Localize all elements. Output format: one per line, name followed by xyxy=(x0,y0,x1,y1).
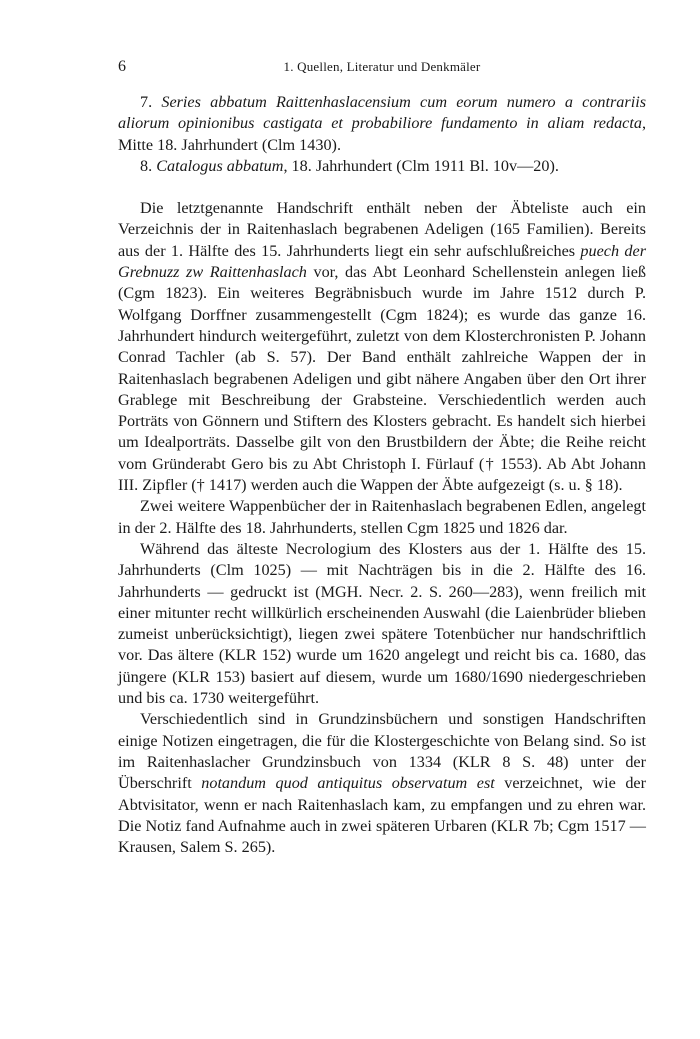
text-run: vor, das Abt Leonhard Schellenstein anlegen ließ (Cgm 1823). Ein weiteres Begräbnisbuch wurde im Jahre 1512 durch P. Wolfgang Dorffner zusammengestellt (Cgm 1824); es wurde das ganze 16. Jahrhundert hindurch weitergeführt, zuletzt von dem Klosterchronisten P. Johann Conrad Tachler (ab S. 57). Der Band enthält zahlreiche Wappen der in Raitenhaslach begrabenen Adeligen und gibt nähere Angaben über den Ort ihrer Grablege mit Beschreibung der Grabsteine. Verschiedentlich werden auch Porträts von Gönnern und Stiftern des Klosters gebracht. Es handelt sich hierbei um Idealporträts. Dasselbe gilt von den Brustbildern der Äbte; die Reihe reicht vom Gründerabt Gero bis zu Abt Christoph I. Fürlauf († 1553). Ab Abt Johann III. Zipfler († 1417) werden auch die Wappen der Äbte aufgezeigt (s. u. § 18). xyxy=(118,263,646,495)
text-run: Verschiedentlich sind in Grundzinsbüchern und sonstigen Handschriften einige Notizen eingetragen, die für die Klostergeschichte von Belang sind. So ist im Raitenhaslacher Grundzinsbuch von 1334 (KLR 8 S. 48) unter der Überschrift xyxy=(118,710,646,793)
paragraph-gap xyxy=(118,177,646,198)
italic-text: notandum quod antiquitus observatum est xyxy=(201,774,495,793)
page-header xyxy=(118,58,646,80)
italic-text: Catalogus abbatum xyxy=(156,156,284,175)
running-head: 1. Quellen, Literatur und Denkmäler xyxy=(283,59,481,74)
italic-text: Series abbatum Raittenhaslacensium cum eorum numero a contrariis aliorum opinionibus castigata et probabiliore fundamento in aliam redacta xyxy=(118,93,646,133)
text-run: Während das älteste Necrologium des Klosters aus der 1. Hälfte des 15. Jahrhunderts (Clm 1025) — mit Nachträgen bis in die 2. Hälfte des 16. Jahrhunderts — gedruckt ist (MGH. Necr. 2. S. 260—283), wenn freilich mit einer mitunter recht willkürlich erscheinenden Auswahl (die Laienbrüder blieben zumeist unberücksichtigt), liegen zwei spätere Totenbücher nur handschriftlich vor. Das ältere (KLR 152) wurde um 1620 angelegt und reicht bis ca. 1680, das jüngere (KLR 153) basiert auf diesem, wurde um 1680/1690 niedergeschrieben und bis ca. 1730 weitergeführt. xyxy=(118,539,646,708)
text-run: Die letztgenannte Handschrift enthält neben der Äbteliste auch ein Verzeichnis der in Raitenhaslach begrabenen Adeligen (165 Familien). Bereits aus der 1. Hälfte des 15. Jahrhunderts liegt ein sehr aufschlußreiches xyxy=(118,199,646,260)
book-page xyxy=(118,58,646,858)
text-run: , Mitte 18. Jahrhundert (Clm 1430). xyxy=(118,114,646,154)
paragraph xyxy=(118,198,646,496)
paragraph xyxy=(118,156,646,177)
paragraph xyxy=(118,709,646,858)
text-run: 7. xyxy=(140,93,162,111)
italic-text: puech der Grebnuzz zw Raittenhaslach xyxy=(118,241,646,282)
paragraph xyxy=(118,496,646,539)
text-run: Zwei weitere Wappenbücher der in Raitenhaslach begrabenen Edlen, angelegt in der 2. Hälfte des 18. Jahrhunderts, stellen Cgm 1825 und 1826 dar. xyxy=(118,497,646,537)
text-run: 8. xyxy=(140,156,157,175)
body-text xyxy=(118,92,646,858)
paragraph xyxy=(118,539,646,709)
paragraph xyxy=(118,92,646,156)
page-number: 6 xyxy=(118,58,127,75)
text-run: verzeichnet, wie der Abtvisitator, wenn er nach Raitenhaslach kam, zu empfangen und zu ehren war. Die Notiz fand Aufnahme auch in zwei späteren Urbaren (KLR 7b; Cgm 1517 — Krausen, Salem S. 265). xyxy=(118,774,646,857)
text-run: , 18. Jahrhundert (Clm 1911 Bl. 10v—20). xyxy=(283,156,559,175)
